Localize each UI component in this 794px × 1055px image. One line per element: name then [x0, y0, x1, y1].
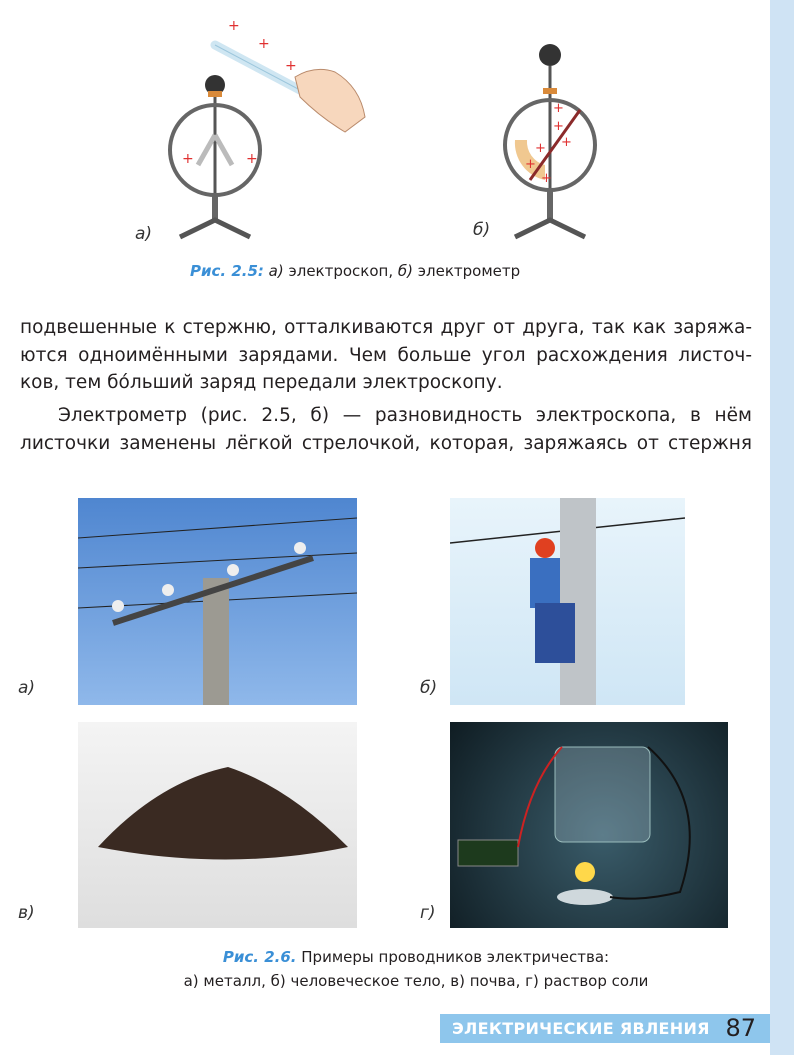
- svg-text:+: +: [258, 36, 270, 52]
- fig-2-6-number: Рис. 2.6.: [222, 948, 297, 966]
- photo-salt-solution-circuit: [450, 722, 728, 928]
- svg-text:+: +: [535, 141, 546, 156]
- fig-2-5-label-a: а): [135, 224, 153, 244]
- caption-letter-b: б): [397, 262, 413, 280]
- text-line-5: листочки заменены лёгкой стрелочкой, которая, заряжаясь от стержня: [20, 433, 752, 454]
- svg-text:+: +: [553, 101, 564, 116]
- fig-2-6-label-a: а): [18, 678, 36, 698]
- page-edge-strip: [770, 0, 794, 1055]
- svg-text:+: +: [561, 135, 572, 150]
- svg-text:+: +: [228, 18, 240, 34]
- caption-electroscope: электроскоп,: [288, 262, 394, 280]
- svg-text:+: +: [285, 58, 297, 74]
- fig-2-6-label-g: г): [420, 903, 436, 923]
- photo-power-line-pole: [78, 498, 357, 705]
- text-line-4: Электрометр (рис. 2.5, б) — разновидность электроскопа, в нём: [58, 405, 752, 426]
- svg-text:+: +: [182, 151, 194, 167]
- svg-text:+: +: [541, 171, 552, 186]
- fig-2-6-label-v: в): [18, 903, 35, 923]
- caption-letter-a: а): [268, 262, 284, 280]
- fig-2-6-caption-line-2: а) металл, б) человеческое тело, в) почва, г) раствор соли: [183, 972, 649, 990]
- footer-bar: [440, 1014, 770, 1043]
- text-line-2: ются одноимёнными зарядами. Чем больше угол расхождения листоч-: [20, 345, 752, 366]
- fig-2-5-caption: [190, 262, 520, 280]
- fig-2-6-label-b: б): [420, 678, 438, 698]
- fig-2-5-number: Рис. 2.5:: [190, 262, 264, 280]
- page-number: 87: [725, 1014, 756, 1042]
- text-line-3: ков, тем бóльший заряд передали электроскопу.: [20, 372, 503, 393]
- electrometer-illustration: [495, 40, 615, 245]
- text-line-1: подвешенные к стержню, отталкиваются друг от друга, так как заряжа-: [20, 317, 752, 338]
- section-title: ЭЛЕКТРИЧЕСКИЕ ЯВЛЕНИЯ: [452, 1019, 710, 1038]
- svg-text:+: +: [525, 157, 536, 172]
- fig-2-6-caption-line-1: [0, 948, 794, 966]
- electroscope-illustration: [160, 15, 380, 245]
- svg-text:+: +: [246, 151, 258, 167]
- caption-electrometer: электрометр: [417, 262, 521, 280]
- fig-2-5-label-b: б): [473, 220, 491, 240]
- fig-2-6-caption-title: Примеры проводников электричества:: [301, 948, 610, 966]
- photo-electrician-on-pole: [450, 498, 685, 705]
- svg-text:+: +: [553, 119, 564, 134]
- photo-soil-pile: [78, 722, 357, 928]
